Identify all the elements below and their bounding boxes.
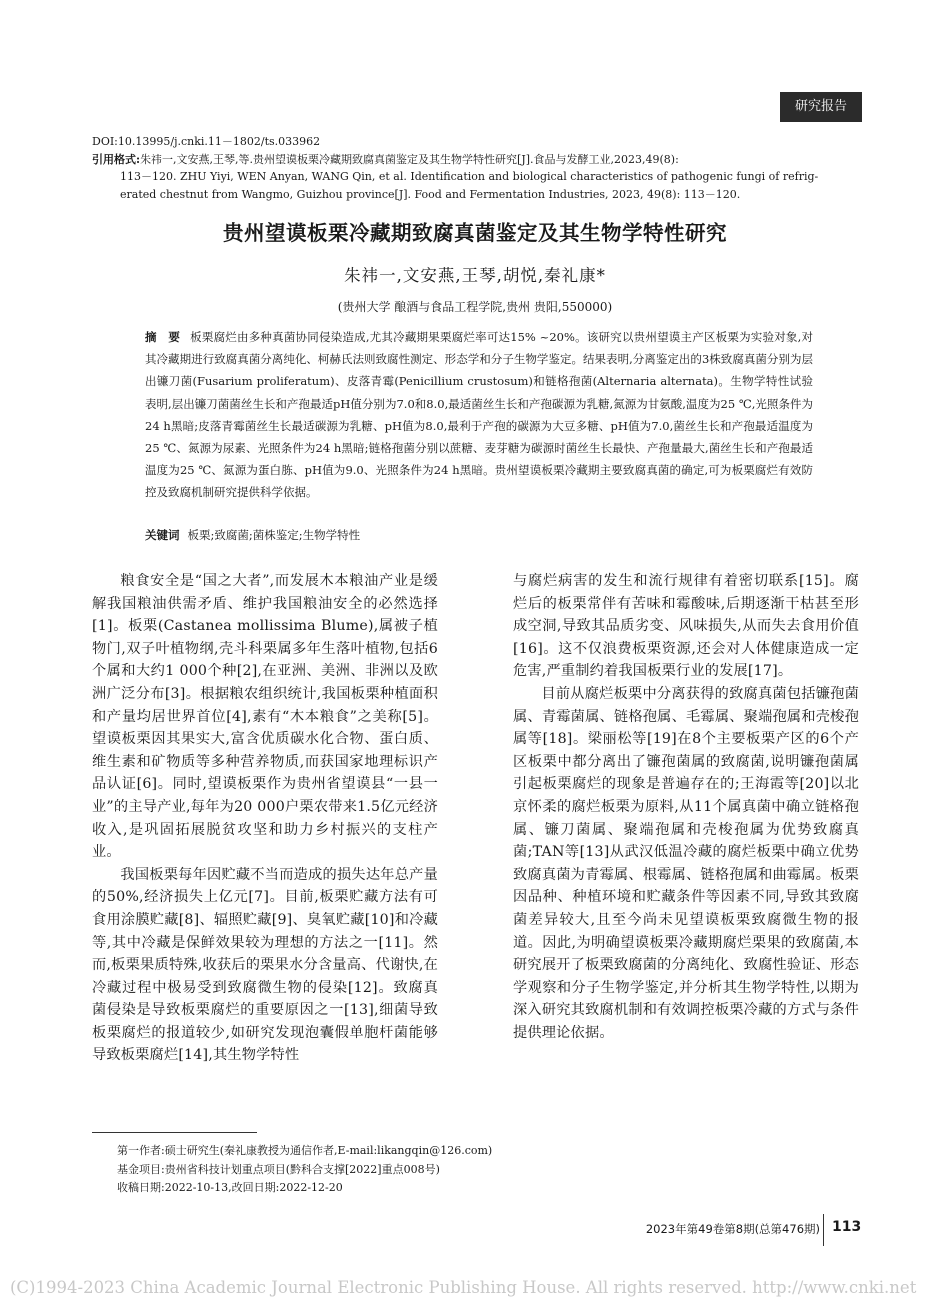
abstract-text: 板栗腐烂由多种真菌协同侵染造成,尤其冷藏期果栗腐烂率可达15% ~20%。该研究以贵州望谟主产区板栗为实验对象,对其冷藏期进行致腐真菌分离纯化、柯赫氏法则致腐性测定、形态学和分子生物学鉴定。结果表明,分离鉴定出的3株致腐真菌分别为层出镰刀菌(Fusarium proliferatum)、皮落青霉(Penicillium crustosum)和链格孢菌(Alternaria alternata)。生物学特性试验表明,层出镰刀菌菌丝生长和产孢最适pH值分别为7.0和8.0,最适菌丝生长和产孢碳源为乳糖,氮源为甘氨酸,温度为25 ℃,光照条件为24 h黑暗;皮落青霉菌丝生长最适碳源为乳糖、pH值为8.0,最利于产孢的碳源为大豆多糖、pH值为7.0,菌丝生长和产孢最适温度为25 ℃、氮源为尿素、光照条件为24 h黑暗;链格孢菌分别以蔗糖、麦芽糖为碳源时菌丝生长最快、产孢量最大,菌丝生长和产孢最适温度为25 ℃、氮源为蛋白胨、pH值为9.0、光照条件为24 h黑暗。贵州望谟板栗冷藏期主要致腐真菌的确定,可为板栗腐烂有效防控及致腐机制研究提供科学依据。 [145,330,814,500]
issue-info: 2023年第49卷第8期(总第476期) [645,1222,820,1236]
citation-line-1 [92,151,862,169]
keywords-label: 关键词 [145,528,180,542]
citation-line-2: 113－120. ZHU Yiyi, WEN Anyan, WANG Qin, et al. Identification and biological characteristics of pathogenic fungi of refrig- [120,170,819,183]
body-paragraph: 我国板栗每年因贮藏不当而造成的损失达年总产量的50%,经济损失上亿元[7]。目前,板栗贮藏方法有可食用涂膜贮藏[8]、辐照贮藏[9]、臭氧贮藏[10]和冷藏等,其中冷藏是保鲜效果较为理想的方法之一[11]。然而,板栗果质特殊,收获后的栗果水分含量高、代谢快,在冷藏过程中极易受到致腐微生物的侵染[12]。致腐真菌侵染是导致板栗腐烂的重要原因之一[13],细菌导致板栗腐烂的报道较少,如研究发现泡囊假单胞杆菌能够导致板栗腐烂[14],其生物学特性 [92,866,438,1064]
body-paragraph: 与腐烂病害的发生和流行规律有着密切联系[15]。腐烂后的板栗常伴有苦味和霉酸味,后期逐渐干枯甚至形成空洞,导致其品质劣变、风味损失,从而失去食用价值[16]。这不仅浪费板栗资源,还会对人体健康造成一定危害,严重制约着我国板栗行业的发展[17]。 [513,573,859,680]
article-title: 贵州望谟板栗冷藏期致腐真菌鉴定及其生物学特性研究 [223,221,727,245]
body-column-left [92,570,438,1067]
body-paragraph: 粮食安全是“国之大者”,而发展木本粮油产业是缓解我国粮油供需矛盾、维护我国粮油安全的必然选择[1]。板栗(Castanea mollissima Blume),属被子植物门,双子叶植物纲,壳斗科栗属多年生落叶植物,包括6个属和大约1 000个种[2],在亚洲、美洲、非洲以及欧洲广泛分布[3]。根据粮农组织统计,我国板栗种植面积和产量均居世界首位[4],素有“木本粮食”之美称[5]。望谟板栗因其果实大,富含优质碳水化合物、蛋白质、维生素和矿物质等多种营养物质,而获国家地理标识产品认证[6]。同时,望谟板栗作为贵州省望谟县“一县一业”的主导产业,每年为20 000户栗农带来1.5亿元经济收入,是巩固拓展脱贫攻坚和助力乡村振兴的支柱产业。 [92,573,438,861]
section-tag: 研究报告 [780,92,862,122]
footnote-funding: 基金项目:贵州省科技计划重点项目(黔科合支撑[2022]重点008号) [117,1162,440,1176]
abstract [145,326,813,504]
citation-block [92,133,862,203]
keywords [145,527,813,543]
body-column-right [513,570,859,1044]
citation-line-3: erated chestnut from Wangmo, Guizhou province[J]. Food and Fermentation Industries, 2023, 49(8): 113－120. [120,187,741,201]
page-number: 113 [832,1219,862,1235]
footnotes [117,1142,817,1198]
body-paragraph: 目前从腐烂板栗中分离获得的致腐真菌包括镰孢菌属、青霉菌属、链格孢属、毛霉属、聚端孢属和壳梭孢属等[18]。梁丽松等[19]在8个主要板栗产区的6个产区板栗中都分离出了镰孢菌属的致腐菌,说明镰孢菌属引起板栗腐烂的现象是普遍存在的;王海霞等[20]以北京怀柔的腐烂板栗为原料,从11个属真菌中确立链格孢属、镰刀菌属、聚端孢属和壳梭孢属为优势致腐真菌;TAN等[13]从武汉低温冷藏的腐烂板栗中确立优势致腐真菌为青霉属、根霉属、链格孢属和曲霉属。板栗因品种、种植环境和贮藏条件等因素不同,导致其致腐菌差异较大,且至今尚未见望谟板栗致腐微生物的报道。因此,为明确望谟板栗冷藏期腐烂栗果的致腐菌,本研究展开了板栗致腐菌的分离纯化、致腐性验证、形态学观察和分子生物学鉴定,并分析其生物学特性,以期为深入研究其致腐机制和有效调控板栗冷藏的方式与条件提供理论依据。 [513,685,859,1041]
author-list: 朱祎一,文安燕,王琴,胡悦,秦礼康* [344,266,606,285]
keywords-text: 板栗;致腐菌;菌株鉴定;生物学特性 [187,528,361,542]
footnote-dates: 收稿日期:2022-10-13,改回日期:2022-12-20 [117,1181,343,1194]
page-divider [823,1214,824,1246]
footnote-first-author: 第一作者:硕士研究生(秦礼康教授为通信作者,E-mail:likangqin@126.com) [117,1144,493,1157]
copyright-watermark: (C)1994-2023 China Academic Journal Electronic Publishing House. All rights reserved. http://www.cnki.net [10,1278,917,1297]
doi-text: DOI:10.13995/j.cnki.11－1802/ts.033962 [92,135,321,148]
citation-text-1: 朱祎一,文安燕,王琴,等.贵州望谟板栗冷藏期致腐真菌鉴定及其生物学特性研究[J].食品与发酵工业,2023,49(8): [140,152,679,166]
footnote-divider [92,1132,257,1133]
abstract-label: 摘 要 [145,330,181,344]
citation-label: 引用格式: [92,152,141,166]
affiliation: (贵州大学 酿酒与食品工程学院,贵州 贵阳,550000) [337,300,613,314]
